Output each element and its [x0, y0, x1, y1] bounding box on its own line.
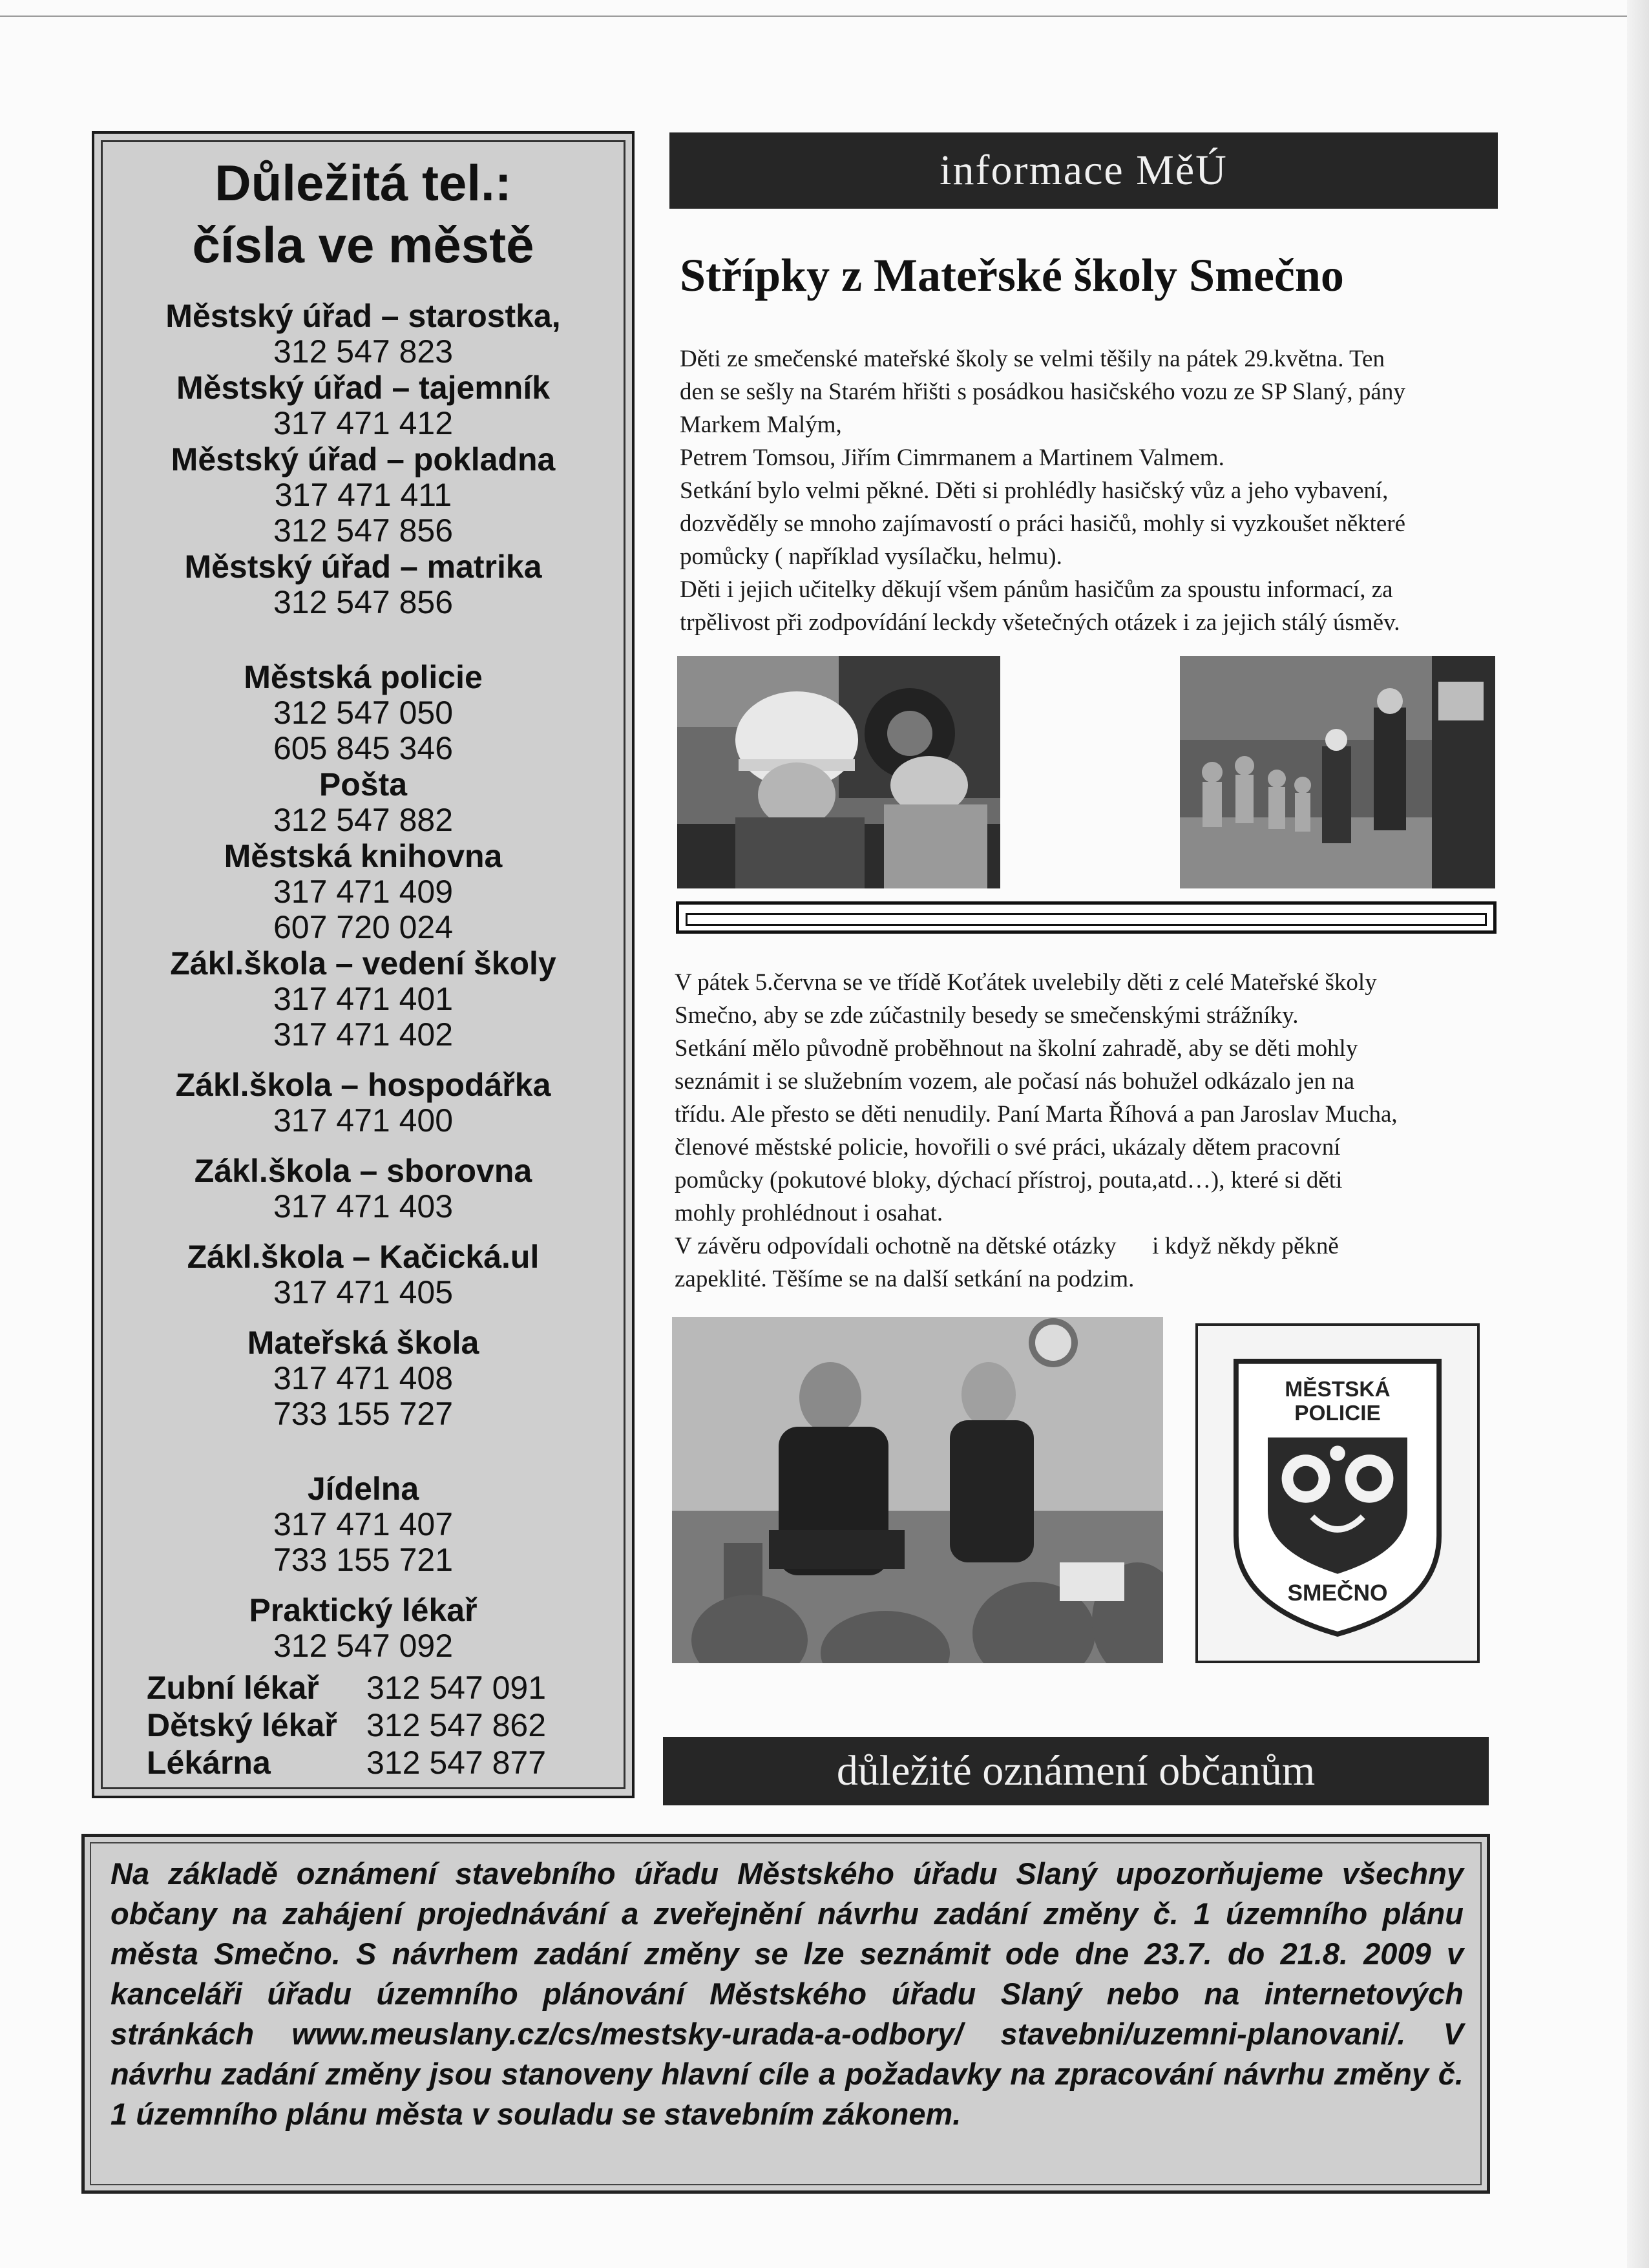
- phone-entry-zs-vedeni: [94, 945, 632, 1053]
- phone-number: 312 547 856: [273, 512, 454, 549]
- phone-entry-label: Jídelna: [307, 1471, 419, 1507]
- text-line: Děti i jejich učitelky děkují všem pánům hasičům za spoustu informací, za: [680, 576, 1393, 603]
- phone-entry-matrika: [94, 549, 632, 620]
- phone-pair-number: 312 547 091: [366, 1670, 547, 1706]
- phone-entry-ms: [94, 1325, 632, 1432]
- scan-edge-top: [0, 16, 1649, 17]
- phone-entry-label: Městský úřad – pokladna: [171, 441, 556, 478]
- phone-pair-number: 312 547 877: [366, 1745, 547, 1781]
- logo-text-line1: MĚSTSKÁ: [1285, 1377, 1391, 1402]
- phone-box-title: [94, 152, 632, 276]
- phone-entry-label: Pošta: [319, 766, 408, 803]
- phone-number: 317 471 411: [274, 477, 452, 513]
- phone-number: 312 547 050: [273, 695, 454, 731]
- phone-entry-posta: [94, 766, 632, 838]
- phone-pair-label: Lékárna: [147, 1745, 271, 1781]
- scan-edge-right: [1627, 0, 1649, 2268]
- phone-number: 605 845 346: [273, 730, 454, 766]
- phone-number: 317 471 412: [273, 405, 454, 441]
- text-line: Děti ze smečenské mateřské školy se velmi těšily na pátek 29.května. Ten: [680, 346, 1385, 372]
- phone-number: 312 547 856: [273, 584, 454, 620]
- phone-pair-zubni: [101, 1669, 632, 1706]
- photo-firefighters-children: [1180, 656, 1495, 888]
- phone-entry-label: Městský úřad – starostka,: [165, 298, 561, 334]
- phone-entry-knihovna: [94, 838, 632, 945]
- police-logo: [1198, 1326, 1477, 1661]
- phone-entry-label: Zákl.škola – sborovna: [194, 1153, 532, 1189]
- phone-entry-zs-kacicka: [94, 1239, 632, 1310]
- text-line: Setkání bylo velmi pěkné. Děti si prohlédly hasičský vůz a jeho vybavení,: [680, 478, 1389, 504]
- text-line: pomůcky (pokutové bloky, dýchací přístroj, pouta,atd…), které si děti: [675, 1167, 1343, 1193]
- phone-entry-pokladna: [94, 441, 632, 549]
- phone-number: 317 471 409: [273, 874, 454, 910]
- phone-title-line2: čísla ve městě: [192, 216, 534, 273]
- phone-number: 733 155 727: [273, 1396, 454, 1432]
- phone-pair-label: Zubní lékař: [147, 1670, 319, 1706]
- phone-pairs: [94, 1669, 632, 1781]
- text-line: V závěru odpovídali ochotně na dětské otázky i když někdy pěkně: [675, 1233, 1339, 1259]
- phone-number: 312 547 882: [273, 802, 454, 838]
- phone-number: 317 471 405: [273, 1274, 454, 1310]
- phone-entry-starostka: [94, 298, 632, 370]
- text-line: pomůcky ( například vysílačku, helmu).: [680, 543, 1062, 570]
- phone-list: [94, 298, 632, 1781]
- phone-number: 317 471 401: [273, 981, 454, 1017]
- phone-entry-policie: [94, 659, 632, 766]
- text-line: Smečno, aby se zde zúčastnily besedy se smečenskými strážníky.: [675, 1002, 1299, 1029]
- text-line: mohly prohlédnout i osahat.: [675, 1200, 943, 1226]
- text-line: členové městské policie, hovořili o své práci, ukázaly dětem pracovní: [675, 1134, 1341, 1160]
- police-logo-frame: [1195, 1323, 1480, 1663]
- logo-text-line2: POLICIE: [1294, 1402, 1381, 1426]
- phone-entry-tajemnik: [94, 370, 632, 441]
- notice-text: Na základě oznámení stavebního úřadu Městského úřadu Slaný upozorňujeme všechny občany na zahájení projednávání a zveřejnění návrhu zadání změny č. 1 územního plánu města Smečno. S návrhem zadání změny se lze seznámit ode dne 23.7. do 21.8. 2009 v kanceláři úřadu územního plánování Městského úřadu Slaný nebo na internetových stránkách www.meuslany.cz/cs/mestsky-urada-a-odbory/ stavebni/uzemni-planovani/. V návrhu zadání změny jsou stanoveny hlavní cíle a požadavky na zpracování návrhu změny č. 1 územního plánu města v souladu se stavebním zákonem.: [110, 1856, 1464, 2131]
- article-paragraph-1: [680, 342, 1481, 639]
- phone-number: 312 547 823: [273, 333, 454, 370]
- notice-banner: důležité oznámení občanům: [663, 1737, 1489, 1805]
- phone-entry-jidelna: [94, 1471, 632, 1578]
- phone-number: 317 471 408: [273, 1360, 454, 1396]
- phone-number: 607 720 024: [273, 909, 454, 945]
- phone-number: 317 471 402: [273, 1016, 454, 1053]
- phone-number: 317 471 400: [273, 1102, 454, 1139]
- phone-entry-lekar: [94, 1592, 632, 1664]
- info-banner: informace MěÚ: [669, 132, 1498, 209]
- text-line: dozvěděly se mnoho zajímavostí o práci hasičů, mohly si vyzkoušet některé: [680, 510, 1406, 537]
- text-line: Markem Malým,: [680, 412, 842, 438]
- phone-entry-label: Městský úřad – matrika: [184, 549, 542, 585]
- phone-number: 317 471 403: [273, 1188, 454, 1224]
- phone-pair-label: Dětský lékař: [147, 1707, 337, 1743]
- phone-number: 733 155 721: [273, 1542, 454, 1578]
- notice-box: [81, 1834, 1490, 2194]
- text-line: trpělivost při zodpovídání leckdy všetečných otázek i za jejich stálý úsměv.: [680, 609, 1400, 636]
- phone-entry-label: Praktický lékař: [249, 1592, 478, 1628]
- photo-police-classroom: [672, 1317, 1163, 1663]
- text-line: Petrem Tomsou, Jiřím Cimrmanem a Martinem Valmem.: [680, 445, 1224, 471]
- phone-entry-label: Městská policie: [244, 659, 483, 695]
- logo-town-text: SMEČNO: [1287, 1580, 1388, 1606]
- phone-pair-detsky: [101, 1706, 632, 1744]
- photo-child-helmet: [677, 656, 1000, 888]
- phone-title-line1: Důležitá tel.:: [215, 154, 512, 211]
- phone-entry-label: Městský úřad – tajemník: [176, 370, 551, 406]
- article-title: Střípky z Mateřské školy Smečno: [680, 249, 1344, 301]
- phone-number: 317 471 407: [273, 1506, 454, 1542]
- phone-pair-number: 312 547 862: [366, 1707, 547, 1743]
- phone-entry-zs-sborovna: [94, 1153, 632, 1224]
- text-line: seznámit i se služebním vozem, ale počasí nás bohužel odkázalo jen na: [675, 1068, 1355, 1095]
- text-line: V pátek 5.června se ve třídě Koťátek uvelebily děti z celé Mateřské školy: [675, 969, 1377, 996]
- article-paragraph-2: [675, 966, 1482, 1296]
- phone-numbers-box: [92, 131, 635, 1798]
- text-line: třídu. Ale přesto se děti nenudily. Paní Marta Říhová a pan Jaroslav Mucha,: [675, 1101, 1398, 1128]
- phone-entry-label: Zákl.škola – vedení školy: [170, 945, 556, 982]
- phone-entry-label: Zákl.škola – Kačická.ul: [187, 1239, 540, 1275]
- text-line: Setkání mělo původně proběhnout na školní zahradě, aby se děti mohly: [675, 1035, 1358, 1062]
- phone-entry-label: Zákl.škola – hospodářka: [175, 1067, 551, 1103]
- text-line: den se sešly na Starém hřišti s posádkou hasičského vozu ze SP Slaný, pány: [680, 379, 1405, 405]
- phone-pair-lekarna: [101, 1744, 632, 1781]
- phone-entry-label: Městská knihovna: [224, 838, 503, 874]
- phone-entry-label: Mateřská škola: [247, 1325, 479, 1361]
- phone-entry-zs-hospodarka: [94, 1067, 632, 1139]
- phone-number: 312 547 092: [273, 1628, 454, 1664]
- section-separator: [676, 901, 1497, 934]
- text-line: zapeklité. Těšíme se na další setkání na podzim.: [675, 1266, 1135, 1292]
